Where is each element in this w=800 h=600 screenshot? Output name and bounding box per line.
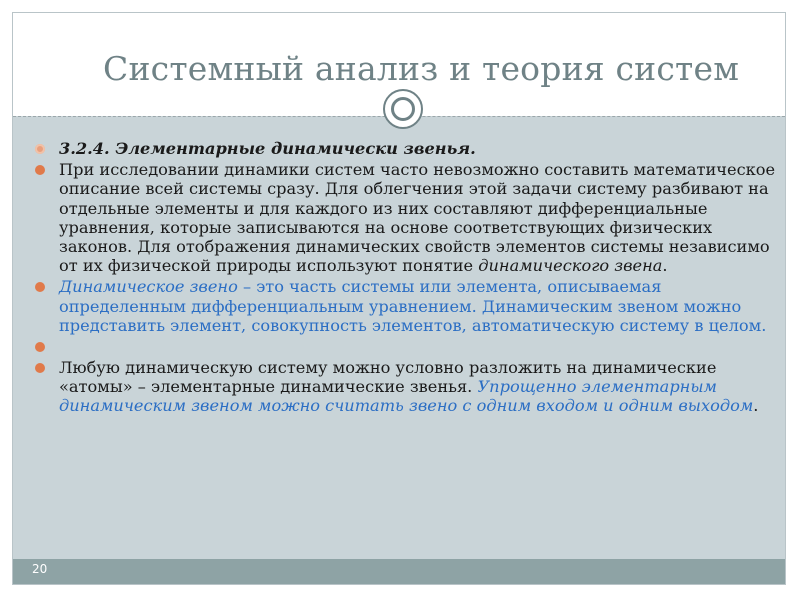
para4-italic: Упрощенно элементарным динамическим звеном можно считать звено с одним входом и одним выходом: [59, 377, 754, 416]
bullet-icon: [35, 282, 45, 292]
list-item-para2: [31, 277, 776, 335]
footer-bar: [13, 559, 785, 584]
section-heading: 3.2.4. Элементарные динамически звенья.: [59, 139, 476, 158]
bullet-icon: [35, 363, 45, 373]
list-item-para1: [31, 160, 776, 275]
para4-end: .: [753, 396, 759, 416]
para2-italic: Динамическое звено: [59, 277, 238, 297]
list-item-empty: [31, 337, 776, 356]
list-item-para4: [31, 358, 776, 416]
circle-badge-icon: [383, 89, 423, 129]
circle-badge-inner: [391, 97, 415, 121]
slide-frame: [12, 12, 786, 585]
list-item-heading: [31, 139, 776, 158]
para1-text: При исследовании динамики систем часто невозможно составить математическое описание всей системы сразу. Для облегчения этой задачи систему разбивают на отдельные элементы и для каждого из них составляют дифференциальные уравнения, которые записываются на основе соответствующих физических законов. Для отображения динамических свойств элементов системы независимо от их физической природы используют понятие: [59, 160, 776, 276]
para1-end: .: [662, 256, 668, 276]
slide-title: Системный анализ и теория систем: [103, 49, 740, 88]
bullet-icon: [35, 342, 45, 352]
para2-text: – это часть системы или элемента, описываемая определенным дифференциальным уравнением. Динамическим звеном можно представить элемент, совокупность элементов, автоматическую систему в целом.: [59, 277, 767, 335]
para1-italic: динамического звена: [478, 256, 663, 276]
para4-text: Любую динамическую систему можно условно разложить на динамические «атомы» – элементарные динамические звенья.: [59, 358, 717, 397]
bullet-icon: [35, 144, 45, 154]
bullet-icon: [35, 165, 45, 175]
slide-content: [31, 139, 776, 418]
page-number: 20: [32, 562, 48, 576]
